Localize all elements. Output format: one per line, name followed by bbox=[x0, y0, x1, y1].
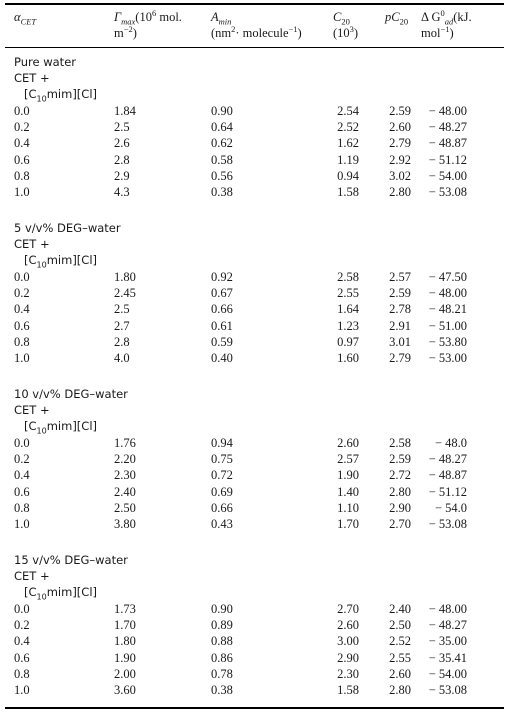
header-amin-sub: min bbox=[218, 16, 232, 27]
header-amin-unit-b: · molecule bbox=[235, 26, 289, 40]
c20-cell: 2.90 bbox=[337, 650, 359, 665]
alpha-cell: 0.2 bbox=[14, 452, 30, 467]
gmax-cell: 4.3 bbox=[114, 185, 130, 199]
header-c20-symbol: C bbox=[333, 10, 342, 24]
alpha-cell: 0.8 bbox=[14, 666, 30, 681]
amin-cell: 0.92 bbox=[211, 270, 233, 284]
table-row bbox=[0, 651, 509, 666]
section-title: Pure water bbox=[14, 55, 76, 69]
amin-cell: 0.69 bbox=[211, 484, 233, 499]
pc20-cell: 2.92 bbox=[389, 152, 411, 167]
gmax-cell: 1.90 bbox=[114, 650, 136, 665]
header-dg-unit: (kJ. bbox=[453, 10, 472, 24]
delta-g-cell: − 48.21 bbox=[428, 302, 467, 317]
table-row bbox=[0, 302, 509, 317]
gmax-cell: 2.5 bbox=[114, 302, 130, 317]
c20-cell: 1.70 bbox=[337, 517, 359, 531]
amin-cell: 0.78 bbox=[211, 666, 233, 681]
pc20-cell: 2.57 bbox=[389, 270, 411, 284]
delta-g-cell: − 53.00 bbox=[428, 351, 467, 365]
gmax-cell: 2.8 bbox=[114, 152, 130, 167]
delta-g-cell: − 35.00 bbox=[428, 634, 467, 649]
table-row bbox=[0, 618, 509, 633]
c20-cell: 1.19 bbox=[337, 152, 359, 167]
delta-g-cell: − 48.00 bbox=[428, 286, 467, 301]
delta-g-cell: − 51.00 bbox=[428, 318, 467, 333]
pc20-cell: 2.79 bbox=[389, 136, 411, 151]
compound-suffix: mim][Cl] bbox=[46, 585, 98, 599]
compound-suffix: mim][Cl] bbox=[46, 253, 98, 267]
amin-cell: 0.59 bbox=[211, 334, 233, 349]
table-row bbox=[0, 270, 509, 285]
gmax-cell: 2.00 bbox=[114, 666, 136, 681]
c20-cell: 2.70 bbox=[337, 602, 359, 616]
header-amin-unit: (nm bbox=[211, 26, 232, 40]
alpha-cell: 0.6 bbox=[14, 318, 30, 333]
amin-cell: 0.64 bbox=[211, 120, 233, 135]
section-compound bbox=[24, 86, 97, 102]
alpha-cell: 0.6 bbox=[14, 484, 30, 499]
alpha-cell: 0.0 bbox=[14, 104, 30, 118]
section-compound bbox=[24, 252, 97, 268]
amin-cell: 0.66 bbox=[211, 302, 233, 317]
amin-cell: 0.38 bbox=[211, 185, 233, 199]
table-row bbox=[0, 517, 509, 532]
gmax-cell: 2.50 bbox=[114, 500, 136, 515]
table-row bbox=[0, 185, 509, 200]
alpha-cell: 1.0 bbox=[14, 185, 30, 199]
compound-prefix: [C bbox=[24, 253, 37, 267]
section-title: 15 v/v% DEG–water bbox=[14, 553, 128, 567]
amin-cell: 0.88 bbox=[211, 634, 233, 649]
table-row bbox=[0, 120, 509, 135]
pc20-cell: 2.91 bbox=[389, 318, 411, 333]
header-alpha-symbol: α bbox=[14, 10, 21, 24]
header-gmax-unit-c-sup: −2 bbox=[123, 23, 133, 34]
section-subtitle: CET + bbox=[14, 237, 50, 251]
amin-cell: 0.72 bbox=[211, 468, 233, 483]
header-dg-symbol: Δ G bbox=[421, 10, 441, 24]
section-title: 5 v/v% DEG–water bbox=[14, 221, 121, 235]
header-alpha-sub: CET bbox=[20, 16, 37, 27]
alpha-cell: 0.2 bbox=[14, 120, 30, 135]
compound-suffix: mim][Cl] bbox=[46, 87, 98, 101]
header-dg-unit-b: mol bbox=[421, 26, 441, 40]
header-dg-unit-sup: −1 bbox=[440, 23, 450, 34]
alpha-cell: 1.0 bbox=[14, 351, 30, 365]
delta-g-cell: − 51.12 bbox=[428, 484, 467, 499]
delta-g-cell: − 53.80 bbox=[428, 334, 467, 349]
compound-prefix: [C bbox=[24, 87, 37, 101]
table-row bbox=[0, 153, 509, 168]
gmax-cell: 1.70 bbox=[114, 618, 136, 633]
c20-cell: 3.00 bbox=[337, 634, 359, 649]
header-gmax-unit: (10 bbox=[135, 10, 152, 24]
header-dg-unit-c: ) bbox=[449, 26, 454, 40]
gmax-cell: 1.84 bbox=[114, 104, 136, 118]
c20-cell: 1.60 bbox=[337, 351, 359, 365]
header-pc20-symbol: pC bbox=[385, 10, 400, 24]
amin-cell: 0.67 bbox=[211, 286, 233, 301]
header-amin-unit-sup2: −1 bbox=[288, 23, 298, 34]
alpha-cell: 0.2 bbox=[14, 618, 30, 633]
gmax-cell: 3.60 bbox=[114, 683, 136, 697]
amin-cell: 0.40 bbox=[211, 351, 233, 365]
amin-cell: 0.89 bbox=[211, 618, 233, 633]
delta-g-cell: − 53.08 bbox=[428, 517, 467, 531]
table-row bbox=[0, 104, 509, 119]
gmax-cell: 1.73 bbox=[114, 602, 136, 616]
alpha-cell: 0.0 bbox=[14, 270, 30, 284]
pc20-cell: 3.02 bbox=[389, 168, 411, 183]
pc20-cell: 2.55 bbox=[389, 650, 411, 665]
header-dg-sub: ad bbox=[444, 16, 454, 27]
c20-cell: 0.97 bbox=[337, 334, 359, 349]
c20-cell: 1.58 bbox=[337, 185, 359, 199]
pc20-cell: 3.01 bbox=[389, 334, 411, 349]
gmax-cell: 2.45 bbox=[114, 286, 136, 301]
header-gmax-unit-c: m bbox=[114, 26, 124, 40]
header-gmax-unit-d: ) bbox=[132, 26, 137, 40]
c20-cell: 2.60 bbox=[337, 436, 359, 450]
header-pc20 bbox=[385, 9, 408, 25]
alpha-cell: 0.8 bbox=[14, 334, 30, 349]
header-dg-sup: 0 bbox=[440, 7, 445, 18]
delta-g-cell: − 48.27 bbox=[428, 120, 467, 135]
table-row bbox=[0, 436, 509, 451]
alpha-cell: 0.6 bbox=[14, 152, 30, 167]
table-row bbox=[0, 485, 509, 500]
table-row bbox=[0, 286, 509, 301]
pc20-cell: 2.80 bbox=[389, 185, 411, 199]
pc20-cell: 2.40 bbox=[389, 602, 411, 616]
table-row bbox=[0, 169, 509, 184]
table-row bbox=[0, 602, 509, 617]
delta-g-cell: − 54.00 bbox=[428, 666, 467, 681]
c20-cell: 2.52 bbox=[337, 120, 359, 135]
table-bottom-rule bbox=[5, 707, 504, 709]
header-c20-unit: (10 bbox=[333, 26, 350, 40]
alpha-cell: 0.4 bbox=[14, 634, 30, 649]
gmax-cell: 1.80 bbox=[114, 634, 136, 649]
header-amin bbox=[211, 9, 302, 41]
header-gmax-unit-b: mol. bbox=[156, 10, 182, 24]
amin-cell: 0.90 bbox=[211, 602, 233, 616]
pc20-cell: 2.80 bbox=[389, 484, 411, 499]
c20-cell: 2.58 bbox=[337, 270, 359, 284]
delta-g-cell: − 54.00 bbox=[428, 168, 467, 183]
amin-cell: 0.66 bbox=[211, 500, 233, 515]
section-compound bbox=[24, 584, 97, 600]
table-top-rule bbox=[5, 3, 504, 5]
delta-g-cell: − 53.08 bbox=[428, 683, 467, 697]
pc20-cell: 2.59 bbox=[389, 452, 411, 467]
pc20-cell: 2.79 bbox=[389, 351, 411, 365]
table-row bbox=[0, 335, 509, 350]
alpha-cell: 0.4 bbox=[14, 136, 30, 151]
amin-cell: 0.94 bbox=[211, 436, 233, 450]
table-row bbox=[0, 634, 509, 649]
c20-cell: 1.64 bbox=[337, 302, 359, 317]
c20-cell: 1.10 bbox=[337, 500, 359, 515]
header-gmax-sub: max bbox=[121, 16, 136, 27]
gmax-cell: 1.80 bbox=[114, 270, 136, 284]
section-subtitle: CET + bbox=[14, 403, 50, 417]
pc20-cell: 2.50 bbox=[389, 618, 411, 633]
pc20-cell: 2.70 bbox=[389, 517, 411, 531]
pc20-cell: 2.90 bbox=[389, 500, 411, 515]
gmax-cell: 2.9 bbox=[114, 168, 130, 183]
table-row bbox=[0, 136, 509, 151]
compound-suffix: mim][Cl] bbox=[46, 419, 98, 433]
alpha-cell: 0.8 bbox=[14, 168, 30, 183]
gmax-cell: 2.40 bbox=[114, 484, 136, 499]
gmax-cell: 2.20 bbox=[114, 452, 136, 467]
header-gmax-unit-sup: 6 bbox=[151, 7, 157, 18]
gmax-cell: 2.6 bbox=[114, 136, 130, 151]
gmax-cell: 4.0 bbox=[114, 351, 130, 365]
header-pc20-sub: 20 bbox=[399, 16, 409, 27]
alpha-cell: 0.6 bbox=[14, 650, 30, 665]
alpha-cell: 0.8 bbox=[14, 500, 30, 515]
amin-cell: 0.75 bbox=[211, 452, 233, 467]
header-gmax-symbol: Γ bbox=[114, 10, 122, 24]
header-c20-unit-sup: 3 bbox=[349, 23, 354, 34]
delta-g-cell: − 48.27 bbox=[428, 452, 467, 467]
alpha-cell: 0.0 bbox=[14, 602, 30, 616]
section-subtitle: CET + bbox=[14, 71, 50, 85]
amin-cell: 0.90 bbox=[211, 104, 233, 118]
delta-g-cell: − 48.0 bbox=[434, 436, 467, 450]
table-row bbox=[0, 468, 509, 483]
c20-cell: 1.40 bbox=[337, 484, 359, 499]
alpha-cell: 0.4 bbox=[14, 468, 30, 483]
c20-cell: 2.60 bbox=[337, 618, 359, 633]
table-row bbox=[0, 667, 509, 682]
section-title: 10 v/v% DEG–water bbox=[14, 387, 128, 401]
delta-g-cell: − 47.50 bbox=[428, 270, 467, 284]
table-row bbox=[0, 319, 509, 334]
delta-g-cell: − 48.87 bbox=[428, 468, 467, 483]
c20-cell: 1.23 bbox=[337, 318, 359, 333]
section-compound bbox=[24, 418, 97, 434]
amin-cell: 0.62 bbox=[211, 136, 233, 151]
header-amin-unit-c: ) bbox=[297, 26, 302, 40]
c20-cell: 2.54 bbox=[337, 104, 359, 118]
c20-cell: 0.94 bbox=[337, 168, 359, 183]
alpha-cell: 1.0 bbox=[14, 517, 30, 531]
c20-cell: 1.62 bbox=[337, 136, 359, 151]
gmax-cell: 2.7 bbox=[114, 318, 130, 333]
alpha-cell: 0.4 bbox=[14, 302, 30, 317]
header-dg bbox=[421, 9, 472, 41]
gmax-cell: 1.76 bbox=[114, 436, 136, 450]
amin-cell: 0.58 bbox=[211, 152, 233, 167]
pc20-cell: 2.60 bbox=[389, 120, 411, 135]
header-c20 bbox=[333, 9, 358, 41]
delta-g-cell: − 54.0 bbox=[434, 500, 467, 515]
header-c20-sub: 20 bbox=[341, 16, 350, 27]
delta-g-cell: − 48.00 bbox=[428, 602, 467, 616]
amin-cell: 0.38 bbox=[211, 683, 233, 697]
delta-g-cell: − 48.27 bbox=[428, 618, 467, 633]
gmax-cell: 3.80 bbox=[114, 517, 136, 531]
c20-cell: 2.55 bbox=[337, 286, 359, 301]
compound-prefix: [C bbox=[24, 419, 37, 433]
pc20-cell: 2.59 bbox=[389, 286, 411, 301]
compound-subscript: 10 bbox=[36, 260, 47, 270]
delta-g-cell: − 53.08 bbox=[428, 185, 467, 199]
compound-subscript: 10 bbox=[36, 94, 47, 104]
pc20-cell: 2.72 bbox=[389, 468, 411, 483]
section-subtitle: CET + bbox=[14, 569, 50, 583]
delta-g-cell: − 35.41 bbox=[428, 650, 467, 665]
compound-subscript: 10 bbox=[36, 426, 47, 436]
compound-prefix: [C bbox=[24, 585, 37, 599]
pc20-cell: 2.80 bbox=[389, 683, 411, 697]
c20-cell: 2.57 bbox=[337, 452, 359, 467]
c20-cell: 1.90 bbox=[337, 468, 359, 483]
table-row bbox=[0, 351, 509, 366]
gmax-cell: 2.5 bbox=[114, 120, 130, 135]
header-gmax bbox=[114, 9, 182, 41]
delta-g-cell: − 48.00 bbox=[428, 104, 467, 118]
gmax-cell: 2.8 bbox=[114, 334, 130, 349]
c20-cell: 2.30 bbox=[337, 666, 359, 681]
delta-g-cell: − 48.87 bbox=[428, 136, 467, 151]
table-row bbox=[0, 501, 509, 516]
delta-g-cell: − 51.12 bbox=[428, 152, 467, 167]
amin-cell: 0.56 bbox=[211, 168, 233, 183]
compound-subscript: 10 bbox=[36, 592, 47, 602]
gmax-cell: 2.30 bbox=[114, 468, 136, 483]
alpha-cell: 0.0 bbox=[14, 436, 30, 450]
pc20-cell: 2.58 bbox=[389, 436, 411, 450]
alpha-cell: 1.0 bbox=[14, 683, 30, 697]
table-row bbox=[0, 683, 509, 698]
amin-cell: 0.43 bbox=[211, 517, 233, 531]
pc20-cell: 2.78 bbox=[389, 302, 411, 317]
amin-cell: 0.61 bbox=[211, 318, 233, 333]
pc20-cell: 2.52 bbox=[389, 634, 411, 649]
pc20-cell: 2.59 bbox=[389, 104, 411, 118]
alpha-cell: 0.2 bbox=[14, 286, 30, 301]
header-amin-symbol: A bbox=[211, 10, 219, 24]
amin-cell: 0.86 bbox=[211, 650, 233, 665]
header-amin-unit-sup1: 2 bbox=[231, 23, 236, 34]
header-bottom-rule bbox=[5, 47, 504, 48]
header-c20-unit-b: ) bbox=[353, 26, 359, 40]
pc20-cell: 2.60 bbox=[389, 666, 411, 681]
c20-cell: 1.58 bbox=[337, 683, 359, 697]
header-alpha bbox=[14, 9, 36, 25]
table-row bbox=[0, 452, 509, 467]
